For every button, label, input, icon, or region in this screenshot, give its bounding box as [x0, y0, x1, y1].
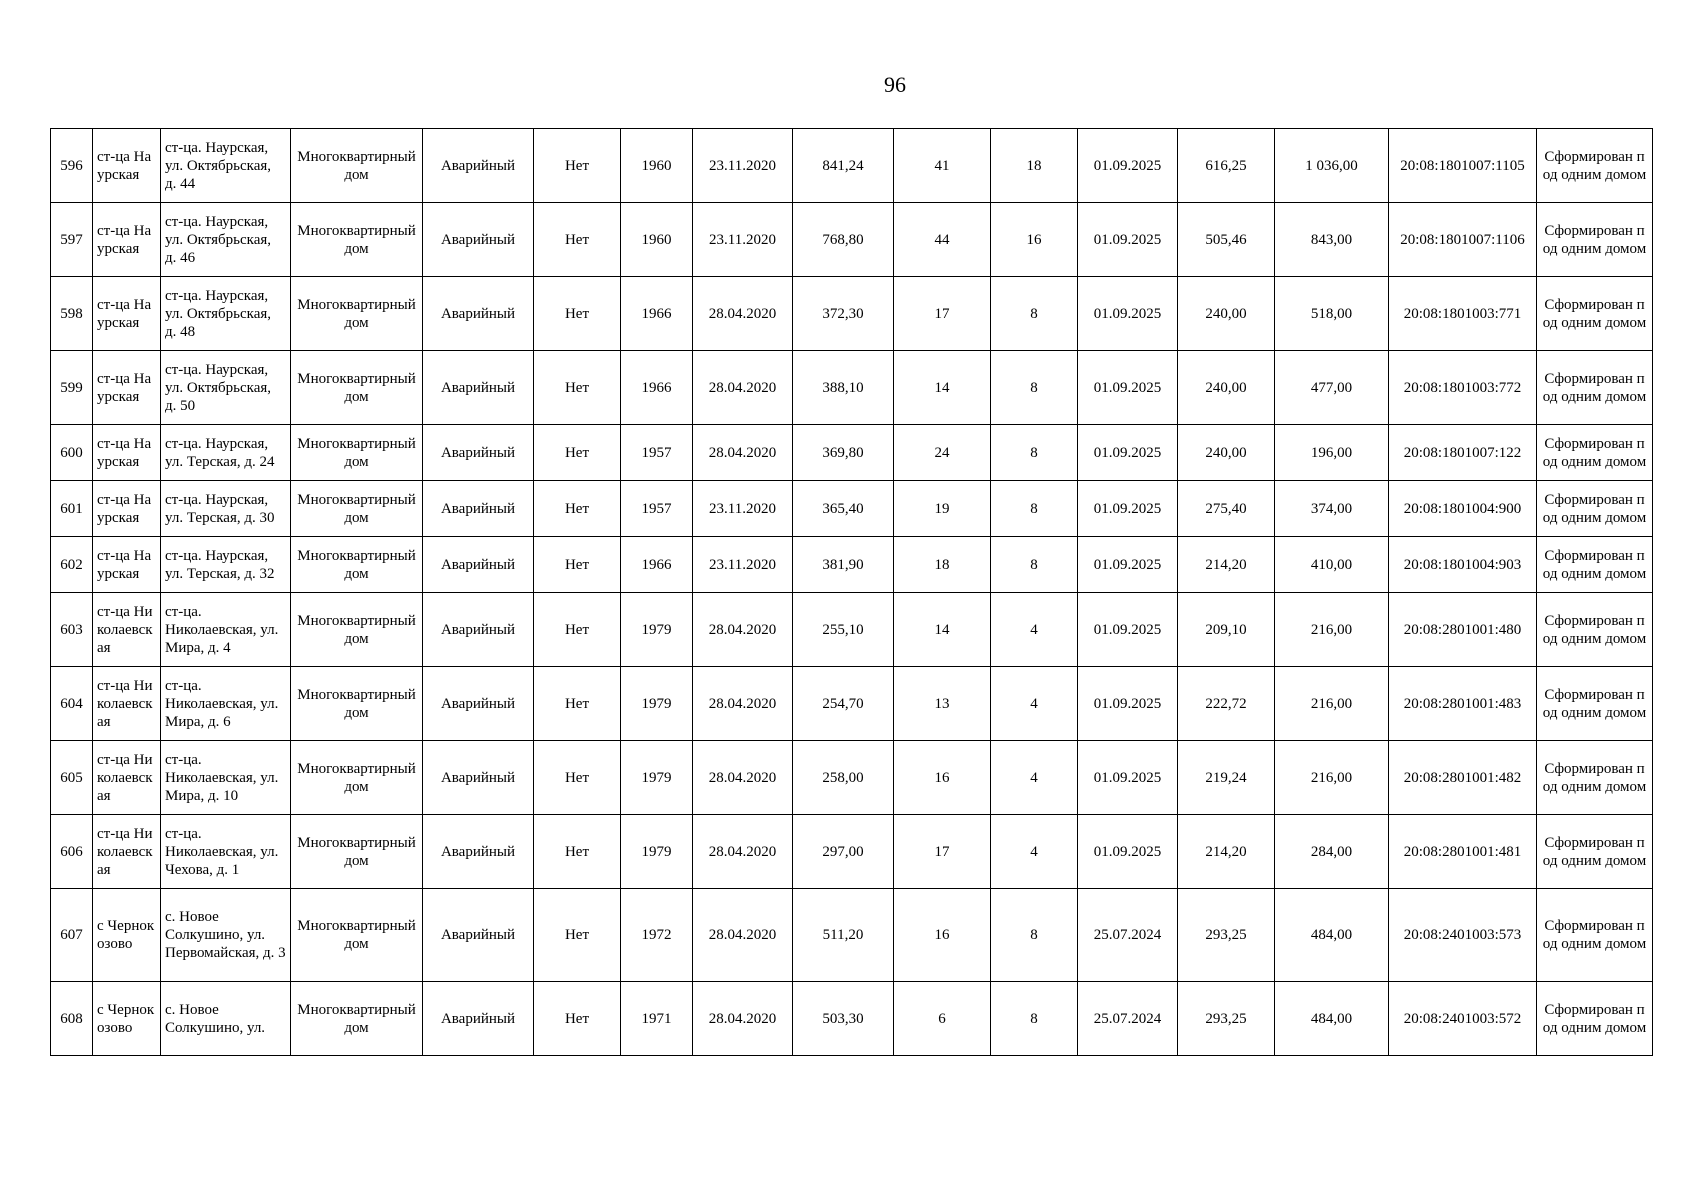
address-cell: ст-ца. Наурская, ул. Октябрьская, д. 48	[161, 277, 291, 351]
table-row	[51, 203, 1653, 277]
planned-date-cell: 01.09.2025	[1078, 667, 1178, 741]
total-area-cell: 255,10	[793, 593, 894, 667]
residents-cell: 17	[894, 277, 991, 351]
total-area-cell: 365,40	[793, 481, 894, 537]
table-row	[51, 277, 1653, 351]
living-area-cell: 616,25	[1178, 129, 1275, 203]
land-area-cell: 216,00	[1275, 667, 1389, 741]
residents-cell: 24	[894, 425, 991, 481]
living-area-cell: 240,00	[1178, 351, 1275, 425]
address-cell: ст-ца. Николаевская, ул. Мира, д. 4	[161, 593, 291, 667]
apartments-cell: 4	[991, 667, 1078, 741]
cadastral-number-cell: 20:08:1801007:1105	[1389, 129, 1537, 203]
total-area-cell: 369,80	[793, 425, 894, 481]
building-type-cell: Многоквартирный дом	[291, 537, 423, 593]
land-area-cell: 484,00	[1275, 982, 1389, 1056]
settlement-cell: ст-ца Наурская	[93, 537, 161, 593]
apartments-cell: 8	[991, 277, 1078, 351]
recognition-date-cell: 28.04.2020	[693, 277, 793, 351]
address-cell: с. Новое Солкушино, ул.	[161, 982, 291, 1056]
building-type-cell: Многоквартирный дом	[291, 593, 423, 667]
total-area-cell: 381,90	[793, 537, 894, 593]
apartments-cell: 4	[991, 741, 1078, 815]
cadastral-number-cell: 20:08:2401003:573	[1389, 889, 1537, 982]
condition-cell: Аварийный	[423, 593, 534, 667]
recognition-date-cell: 23.11.2020	[693, 481, 793, 537]
land-area-cell: 410,00	[1275, 537, 1389, 593]
row-number: 601	[51, 481, 93, 537]
land-area-cell: 1 036,00	[1275, 129, 1389, 203]
condition-cell: Аварийный	[423, 667, 534, 741]
housing-register-table	[50, 128, 1653, 1056]
residents-cell: 16	[894, 741, 991, 815]
total-area-cell: 258,00	[793, 741, 894, 815]
cadastral-number-cell: 20:08:2401003:572	[1389, 982, 1537, 1056]
address-cell: с. Новое Солкушино, ул. Первомайская, д. 3	[161, 889, 291, 982]
address-cell: ст-ца. Наурская, ул. Октябрьская, д. 50	[161, 351, 291, 425]
address-cell: ст-ца. Николаевская, ул. Мира, д. 10	[161, 741, 291, 815]
flag-cell: Нет	[534, 815, 621, 889]
land-plot-note-cell: Сформирован под одним домом	[1537, 537, 1653, 593]
cadastral-number-cell: 20:08:2801001:480	[1389, 593, 1537, 667]
recognition-date-cell: 28.04.2020	[693, 593, 793, 667]
total-area-cell: 254,70	[793, 667, 894, 741]
table-row	[51, 982, 1653, 1056]
residents-cell: 18	[894, 537, 991, 593]
building-type-cell: Многоквартирный дом	[291, 129, 423, 203]
row-number: 604	[51, 667, 93, 741]
land-area-cell: 484,00	[1275, 889, 1389, 982]
row-number: 596	[51, 129, 93, 203]
land-plot-note-cell: Сформирован под одним домом	[1537, 982, 1653, 1056]
year-built-cell: 1971	[621, 982, 693, 1056]
table-row	[51, 351, 1653, 425]
total-area-cell: 768,80	[793, 203, 894, 277]
land-area-cell: 843,00	[1275, 203, 1389, 277]
land-plot-note-cell: Сформирован под одним домом	[1537, 129, 1653, 203]
living-area-cell: 293,25	[1178, 889, 1275, 982]
flag-cell: Нет	[534, 129, 621, 203]
land-plot-note-cell: Сформирован под одним домом	[1537, 203, 1653, 277]
year-built-cell: 1960	[621, 203, 693, 277]
land-plot-note-cell: Сформирован под одним домом	[1537, 667, 1653, 741]
living-area-cell: 214,20	[1178, 815, 1275, 889]
apartments-cell: 8	[991, 481, 1078, 537]
condition-cell: Аварийный	[423, 425, 534, 481]
residents-cell: 19	[894, 481, 991, 537]
apartments-cell: 8	[991, 351, 1078, 425]
cadastral-number-cell: 20:08:1801007:122	[1389, 425, 1537, 481]
residents-cell: 16	[894, 889, 991, 982]
table-row	[51, 129, 1653, 203]
building-type-cell: Многоквартирный дом	[291, 982, 423, 1056]
year-built-cell: 1979	[621, 741, 693, 815]
year-built-cell: 1957	[621, 425, 693, 481]
row-number: 605	[51, 741, 93, 815]
flag-cell: Нет	[534, 277, 621, 351]
living-area-cell: 240,00	[1178, 425, 1275, 481]
land-plot-note-cell: Сформирован под одним домом	[1537, 351, 1653, 425]
recognition-date-cell: 28.04.2020	[693, 889, 793, 982]
residents-cell: 6	[894, 982, 991, 1056]
residents-cell: 14	[894, 593, 991, 667]
land-area-cell: 216,00	[1275, 741, 1389, 815]
table-row	[51, 537, 1653, 593]
total-area-cell: 511,20	[793, 889, 894, 982]
land-plot-note-cell: Сформирован под одним домом	[1537, 889, 1653, 982]
living-area-cell: 219,24	[1178, 741, 1275, 815]
residents-cell: 13	[894, 667, 991, 741]
land-plot-note-cell: Сформирован под одним домом	[1537, 277, 1653, 351]
land-area-cell: 374,00	[1275, 481, 1389, 537]
land-plot-note-cell: Сформирован под одним домом	[1537, 481, 1653, 537]
table-row	[51, 667, 1653, 741]
address-cell: ст-ца. Николаевская, ул. Чехова, д. 1	[161, 815, 291, 889]
land-area-cell: 216,00	[1275, 593, 1389, 667]
recognition-date-cell: 28.04.2020	[693, 982, 793, 1056]
planned-date-cell: 25.07.2024	[1078, 889, 1178, 982]
living-area-cell: 214,20	[1178, 537, 1275, 593]
table-row	[51, 741, 1653, 815]
settlement-cell: ст-ца Наурская	[93, 129, 161, 203]
address-cell: ст-ца. Наурская, ул. Октябрьская, д. 46	[161, 203, 291, 277]
building-type-cell: Многоквартирный дом	[291, 815, 423, 889]
condition-cell: Аварийный	[423, 889, 534, 982]
land-plot-note-cell: Сформирован под одним домом	[1537, 815, 1653, 889]
row-number: 606	[51, 815, 93, 889]
cadastral-number-cell: 20:08:1801003:772	[1389, 351, 1537, 425]
planned-date-cell: 01.09.2025	[1078, 203, 1178, 277]
cadastral-number-cell: 20:08:1801004:900	[1389, 481, 1537, 537]
flag-cell: Нет	[534, 425, 621, 481]
living-area-cell: 293,25	[1178, 982, 1275, 1056]
residents-cell: 44	[894, 203, 991, 277]
settlement-cell: ст-ца Николаевская	[93, 667, 161, 741]
land-area-cell: 518,00	[1275, 277, 1389, 351]
flag-cell: Нет	[534, 203, 621, 277]
address-cell: ст-ца. Наурская, ул. Терская, д. 30	[161, 481, 291, 537]
cadastral-number-cell: 20:08:2801001:483	[1389, 667, 1537, 741]
row-number: 607	[51, 889, 93, 982]
condition-cell: Аварийный	[423, 277, 534, 351]
building-type-cell: Многоквартирный дом	[291, 203, 423, 277]
recognition-date-cell: 28.04.2020	[693, 741, 793, 815]
land-area-cell: 477,00	[1275, 351, 1389, 425]
year-built-cell: 1966	[621, 277, 693, 351]
apartments-cell: 8	[991, 982, 1078, 1056]
flag-cell: Нет	[534, 351, 621, 425]
row-number: 600	[51, 425, 93, 481]
planned-date-cell: 01.09.2025	[1078, 351, 1178, 425]
building-type-cell: Многоквартирный дом	[291, 667, 423, 741]
address-cell: ст-ца. Николаевская, ул. Мира, д. 6	[161, 667, 291, 741]
residents-cell: 41	[894, 129, 991, 203]
total-area-cell: 841,24	[793, 129, 894, 203]
row-number: 603	[51, 593, 93, 667]
planned-date-cell: 01.09.2025	[1078, 425, 1178, 481]
building-type-cell: Многоквартирный дом	[291, 741, 423, 815]
recognition-date-cell: 28.04.2020	[693, 667, 793, 741]
settlement-cell: ст-ца Наурская	[93, 203, 161, 277]
building-type-cell: Многоквартирный дом	[291, 277, 423, 351]
cadastral-number-cell: 20:08:1801003:771	[1389, 277, 1537, 351]
condition-cell: Аварийный	[423, 351, 534, 425]
cadastral-number-cell: 20:08:1801007:1106	[1389, 203, 1537, 277]
settlement-cell: с Чернокозово	[93, 889, 161, 982]
table-row	[51, 425, 1653, 481]
address-cell: ст-ца. Наурская, ул. Октябрьская, д. 44	[161, 129, 291, 203]
settlement-cell: ст-ца Наурская	[93, 481, 161, 537]
flag-cell: Нет	[534, 889, 621, 982]
settlement-cell: ст-ца Наурская	[93, 351, 161, 425]
total-area-cell: 297,00	[793, 815, 894, 889]
living-area-cell: 505,46	[1178, 203, 1275, 277]
living-area-cell: 222,72	[1178, 667, 1275, 741]
planned-date-cell: 01.09.2025	[1078, 537, 1178, 593]
land-plot-note-cell: Сформирован под одним домом	[1537, 425, 1653, 481]
land-area-cell: 284,00	[1275, 815, 1389, 889]
settlement-cell: ст-ца Наурская	[93, 425, 161, 481]
apartments-cell: 8	[991, 889, 1078, 982]
apartments-cell: 16	[991, 203, 1078, 277]
year-built-cell: 1957	[621, 481, 693, 537]
row-number: 598	[51, 277, 93, 351]
condition-cell: Аварийный	[423, 537, 534, 593]
year-built-cell: 1979	[621, 593, 693, 667]
recognition-date-cell: 23.11.2020	[693, 203, 793, 277]
condition-cell: Аварийный	[423, 481, 534, 537]
recognition-date-cell: 23.11.2020	[693, 537, 793, 593]
cadastral-number-cell: 20:08:2801001:481	[1389, 815, 1537, 889]
land-plot-note-cell: Сформирован под одним домом	[1537, 593, 1653, 667]
settlement-cell: ст-ца Наурская	[93, 277, 161, 351]
apartments-cell: 4	[991, 593, 1078, 667]
flag-cell: Нет	[534, 481, 621, 537]
address-cell: ст-ца. Наурская, ул. Терская, д. 24	[161, 425, 291, 481]
flag-cell: Нет	[534, 667, 621, 741]
year-built-cell: 1960	[621, 129, 693, 203]
flag-cell: Нет	[534, 741, 621, 815]
living-area-cell: 209,10	[1178, 593, 1275, 667]
flag-cell: Нет	[534, 593, 621, 667]
planned-date-cell: 01.09.2025	[1078, 481, 1178, 537]
residents-cell: 14	[894, 351, 991, 425]
building-type-cell: Многоквартирный дом	[291, 351, 423, 425]
recognition-date-cell: 23.11.2020	[693, 129, 793, 203]
row-number: 602	[51, 537, 93, 593]
apartments-cell: 18	[991, 129, 1078, 203]
planned-date-cell: 01.09.2025	[1078, 593, 1178, 667]
planned-date-cell: 01.09.2025	[1078, 741, 1178, 815]
flag-cell: Нет	[534, 982, 621, 1056]
recognition-date-cell: 28.04.2020	[693, 351, 793, 425]
table-row	[51, 481, 1653, 537]
planned-date-cell: 01.09.2025	[1078, 815, 1178, 889]
total-area-cell: 503,30	[793, 982, 894, 1056]
address-cell: ст-ца. Наурская, ул. Терская, д. 32	[161, 537, 291, 593]
planned-date-cell: 25.07.2024	[1078, 982, 1178, 1056]
condition-cell: Аварийный	[423, 203, 534, 277]
page-number: 96	[884, 72, 906, 97]
year-built-cell: 1966	[621, 537, 693, 593]
row-number: 608	[51, 982, 93, 1056]
planned-date-cell: 01.09.2025	[1078, 277, 1178, 351]
apartments-cell: 8	[991, 425, 1078, 481]
year-built-cell: 1972	[621, 889, 693, 982]
cadastral-number-cell: 20:08:2801001:482	[1389, 741, 1537, 815]
building-type-cell: Многоквартирный дом	[291, 425, 423, 481]
building-type-cell: Многоквартирный дом	[291, 481, 423, 537]
flag-cell: Нет	[534, 537, 621, 593]
living-area-cell: 240,00	[1178, 277, 1275, 351]
recognition-date-cell: 28.04.2020	[693, 815, 793, 889]
total-area-cell: 372,30	[793, 277, 894, 351]
total-area-cell: 388,10	[793, 351, 894, 425]
apartments-cell: 8	[991, 537, 1078, 593]
land-plot-note-cell: Сформирован под одним домом	[1537, 741, 1653, 815]
settlement-cell: ст-ца Николаевская	[93, 593, 161, 667]
row-number: 597	[51, 203, 93, 277]
year-built-cell: 1979	[621, 667, 693, 741]
year-built-cell: 1966	[621, 351, 693, 425]
building-type-cell: Многоквартирный дом	[291, 889, 423, 982]
settlement-cell: ст-ца Николаевская	[93, 741, 161, 815]
table-row	[51, 815, 1653, 889]
cadastral-number-cell: 20:08:1801004:903	[1389, 537, 1537, 593]
settlement-cell: с Чернокозово	[93, 982, 161, 1056]
planned-date-cell: 01.09.2025	[1078, 129, 1178, 203]
condition-cell: Аварийный	[423, 129, 534, 203]
living-area-cell: 275,40	[1178, 481, 1275, 537]
table-row	[51, 593, 1653, 667]
year-built-cell: 1979	[621, 815, 693, 889]
condition-cell: Аварийный	[423, 815, 534, 889]
residents-cell: 17	[894, 815, 991, 889]
recognition-date-cell: 28.04.2020	[693, 425, 793, 481]
apartments-cell: 4	[991, 815, 1078, 889]
condition-cell: Аварийный	[423, 982, 534, 1056]
land-area-cell: 196,00	[1275, 425, 1389, 481]
row-number: 599	[51, 351, 93, 425]
condition-cell: Аварийный	[423, 741, 534, 815]
settlement-cell: ст-ца Николаевская	[93, 815, 161, 889]
table-row	[51, 889, 1653, 982]
